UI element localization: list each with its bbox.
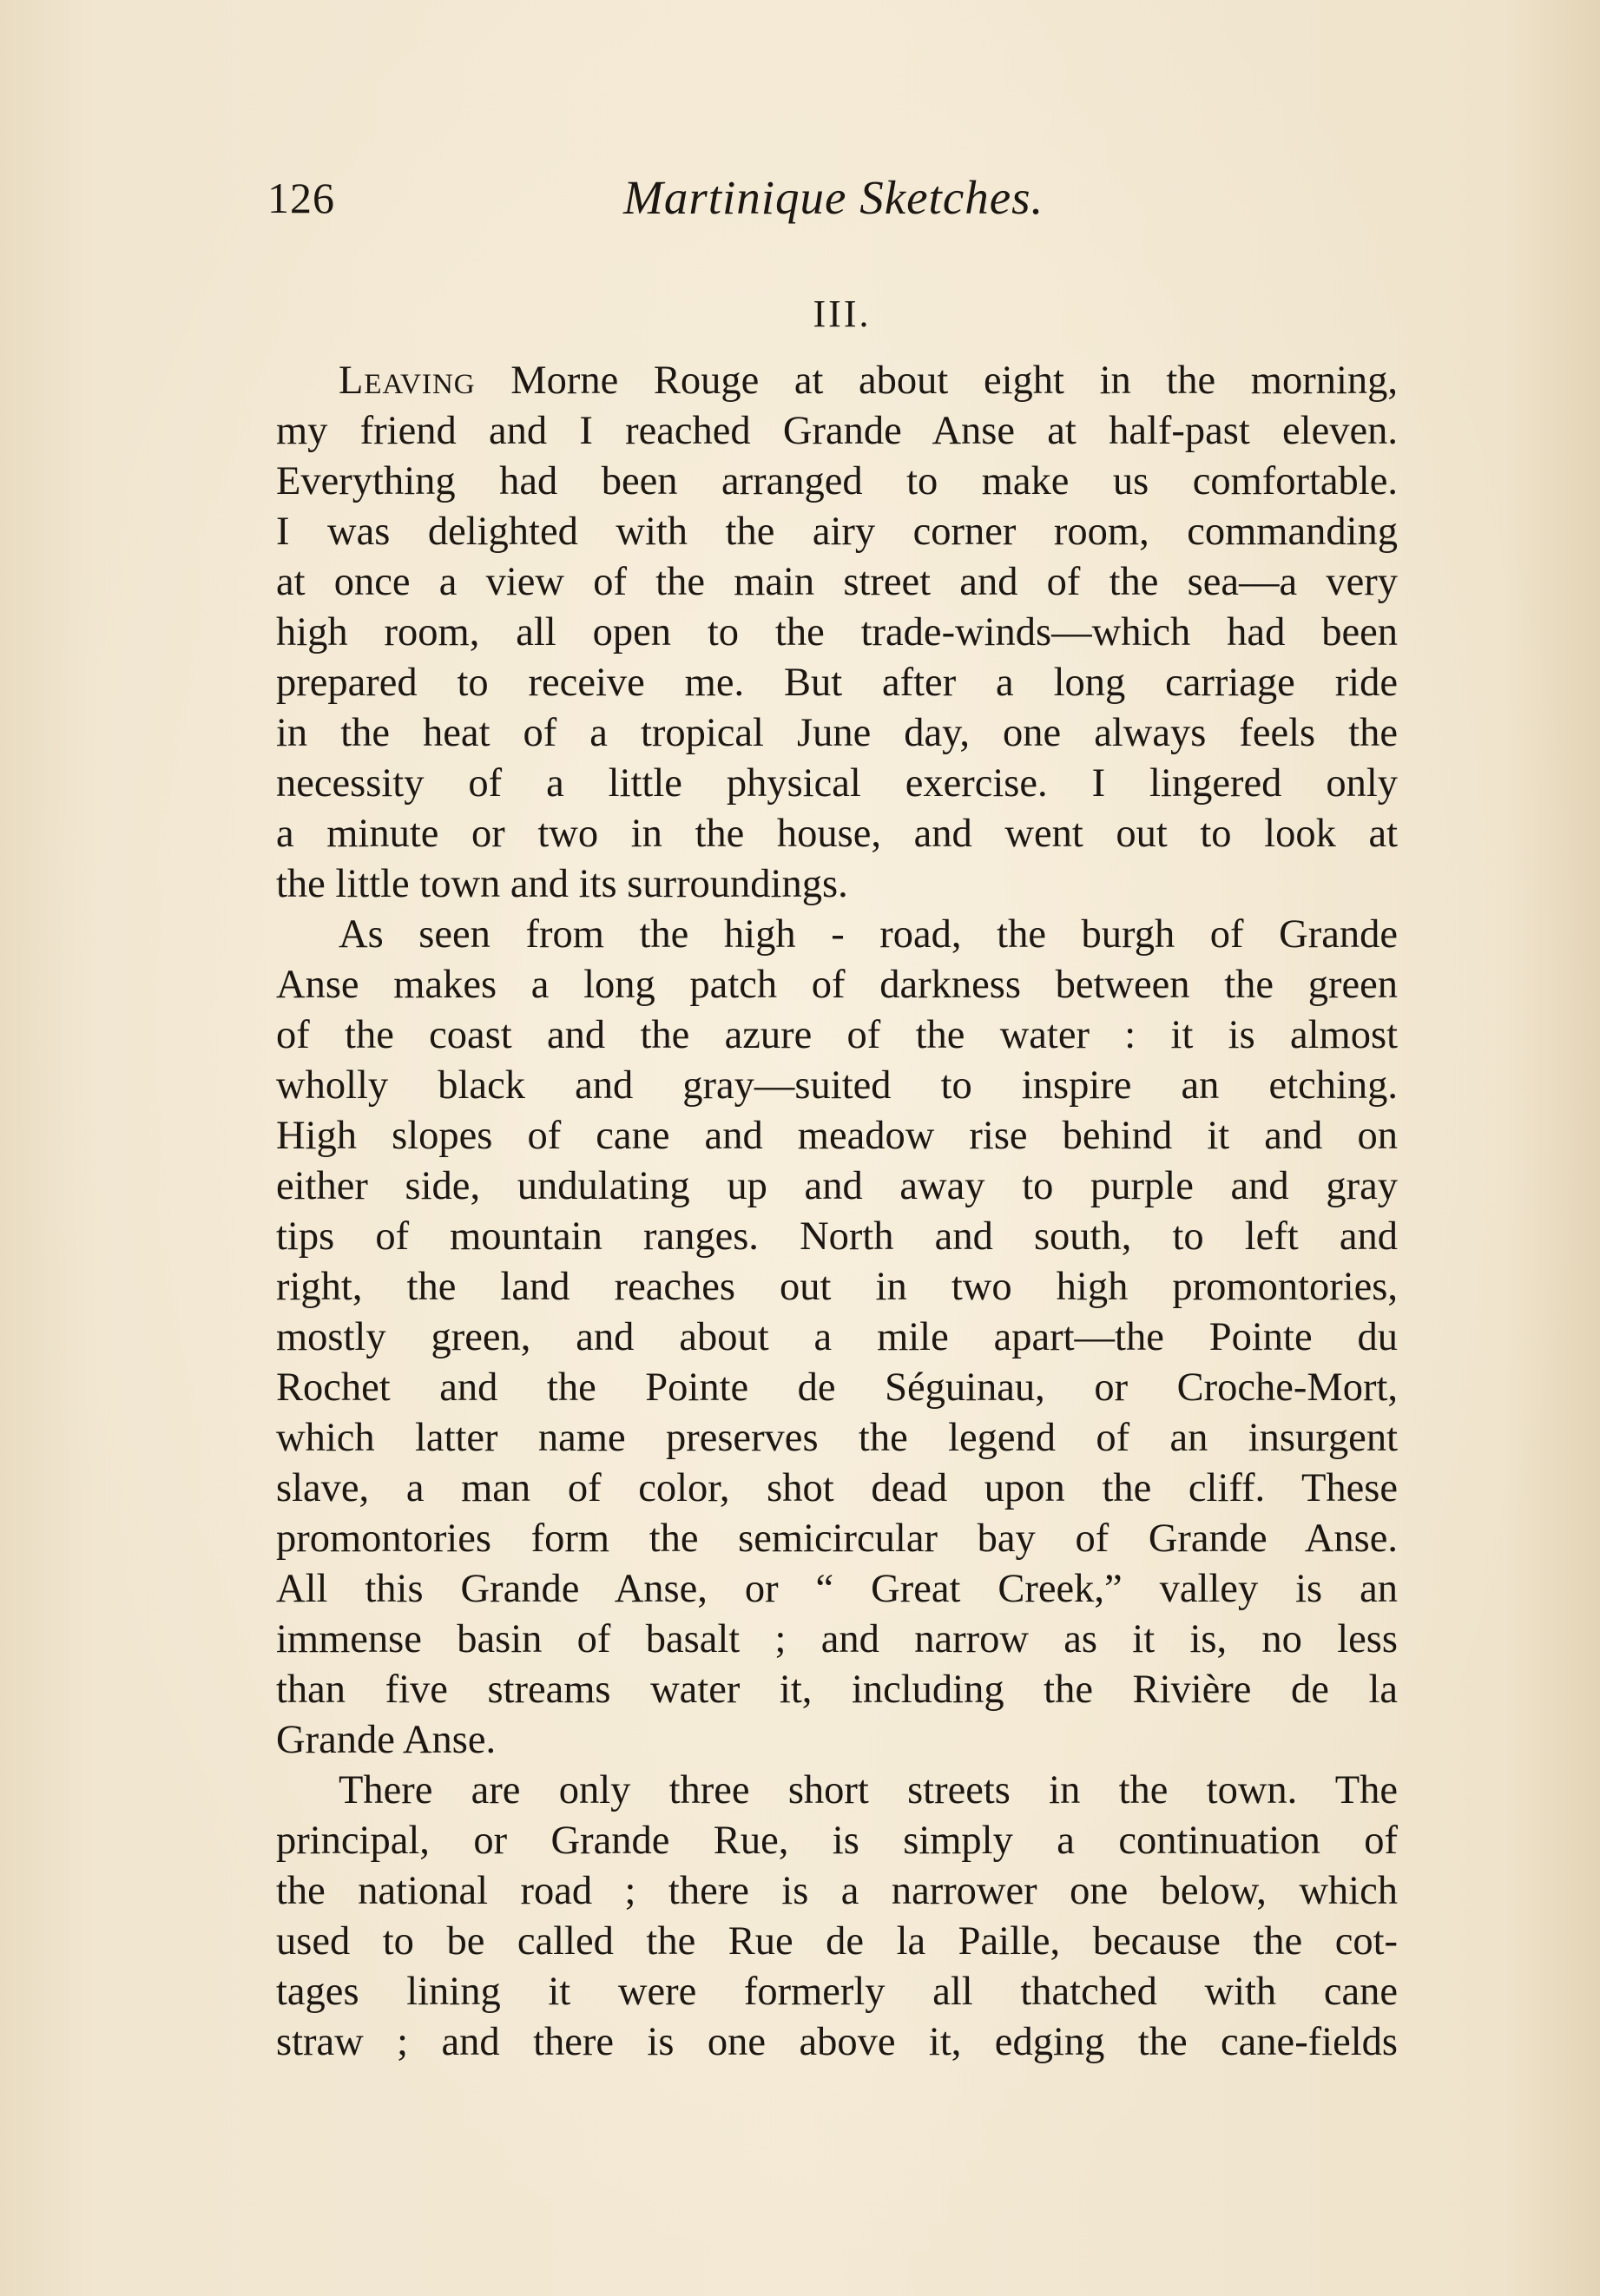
body-text (276, 356, 1398, 2068)
page-header (267, 163, 1396, 233)
running-title: Martinique Sketches. (623, 171, 1044, 224)
text-line: prepared to receive me. But after a long carriage ride (276, 661, 1398, 705)
opening-word: Leaving (339, 359, 476, 403)
text-line: used to be called the Rue de la Paille, because the cot- (276, 1919, 1398, 1964)
text-line: All this Grande Anse, or “ Great Creek,” valley is an (276, 1567, 1398, 1611)
text-line: As seen from the high - road, the burgh of Grande (339, 912, 1398, 957)
text-line: either side, undulating up and away to purple and gray (276, 1164, 1398, 1208)
text-line: tages lining it were formerly all thatched with cane (276, 1970, 1398, 2014)
text-line: the little town and its surroundings. (276, 862, 848, 906)
text-line: Rochet and the Pointe de Séguinau, or Croche-Mort, (276, 1365, 1398, 1410)
text-line: which latter name preserves the legend of an insurgent (276, 1416, 1398, 1460)
text-line: a minute or two in the house, and went out to look at (276, 812, 1398, 856)
text-line: Leaving Morne Rouge at about eight in the morning, (339, 359, 1398, 403)
text-line: slave, a man of color, shot dead upon the cliff. These (276, 1466, 1398, 1510)
text-line: necessity of a little physical exercise. I lingered only (276, 761, 1398, 806)
text-line: straw ; and there is one above it, edging the cane-fields (276, 2020, 1398, 2064)
text-line: Anse makes a long patch of darkness between the green (276, 963, 1398, 1007)
text-line: promontories form the semicircular bay of Grande Anse. (276, 1516, 1398, 1561)
text-line: wholly black and gray—suited to inspire an etching. (276, 1063, 1398, 1108)
text-line: Everything had been arranged to make us comfortable. (276, 459, 1398, 503)
text-line: my friend and I reached Grande Anse at half-past eleven. (276, 409, 1398, 453)
text-line: There are only three short streets in the town. The (339, 1768, 1398, 1812)
page-number: 126 (267, 174, 335, 222)
text-line: immense basin of basalt ; and narrow as it is, no less (276, 1617, 1398, 1661)
text-line: right, the land reaches out in two high promontories, (276, 1265, 1398, 1309)
text-line: Grande Anse. (276, 1718, 497, 1762)
section-heading: III. (813, 293, 872, 335)
text-line: I was delighted with the airy corner room, commanding (276, 510, 1398, 554)
text-line: of the coast and the azure of the water : it is almost (276, 1013, 1398, 1057)
text-line: high room, all open to the trade-winds—which had been (276, 610, 1398, 655)
text-line: the national road ; there is a narrower one below, which (276, 1869, 1398, 1913)
text-line: principal, or Grande Rue, is simply a continuation of (276, 1819, 1398, 1863)
text-line: tips of mountain ranges. North and south, to left and (276, 1214, 1398, 1259)
text-line: High slopes of cane and meadow rise behind it and on (276, 1114, 1398, 1158)
text-line: in the heat of a tropical June day, one always feels the (276, 711, 1398, 755)
text-line: at once a view of the main street and of the sea—a very (276, 560, 1398, 604)
text-line: mostly green, and about a mile apart—the Pointe du (276, 1315, 1398, 1359)
text-line: than five streams water it, including the Rivière de la (276, 1668, 1398, 1712)
